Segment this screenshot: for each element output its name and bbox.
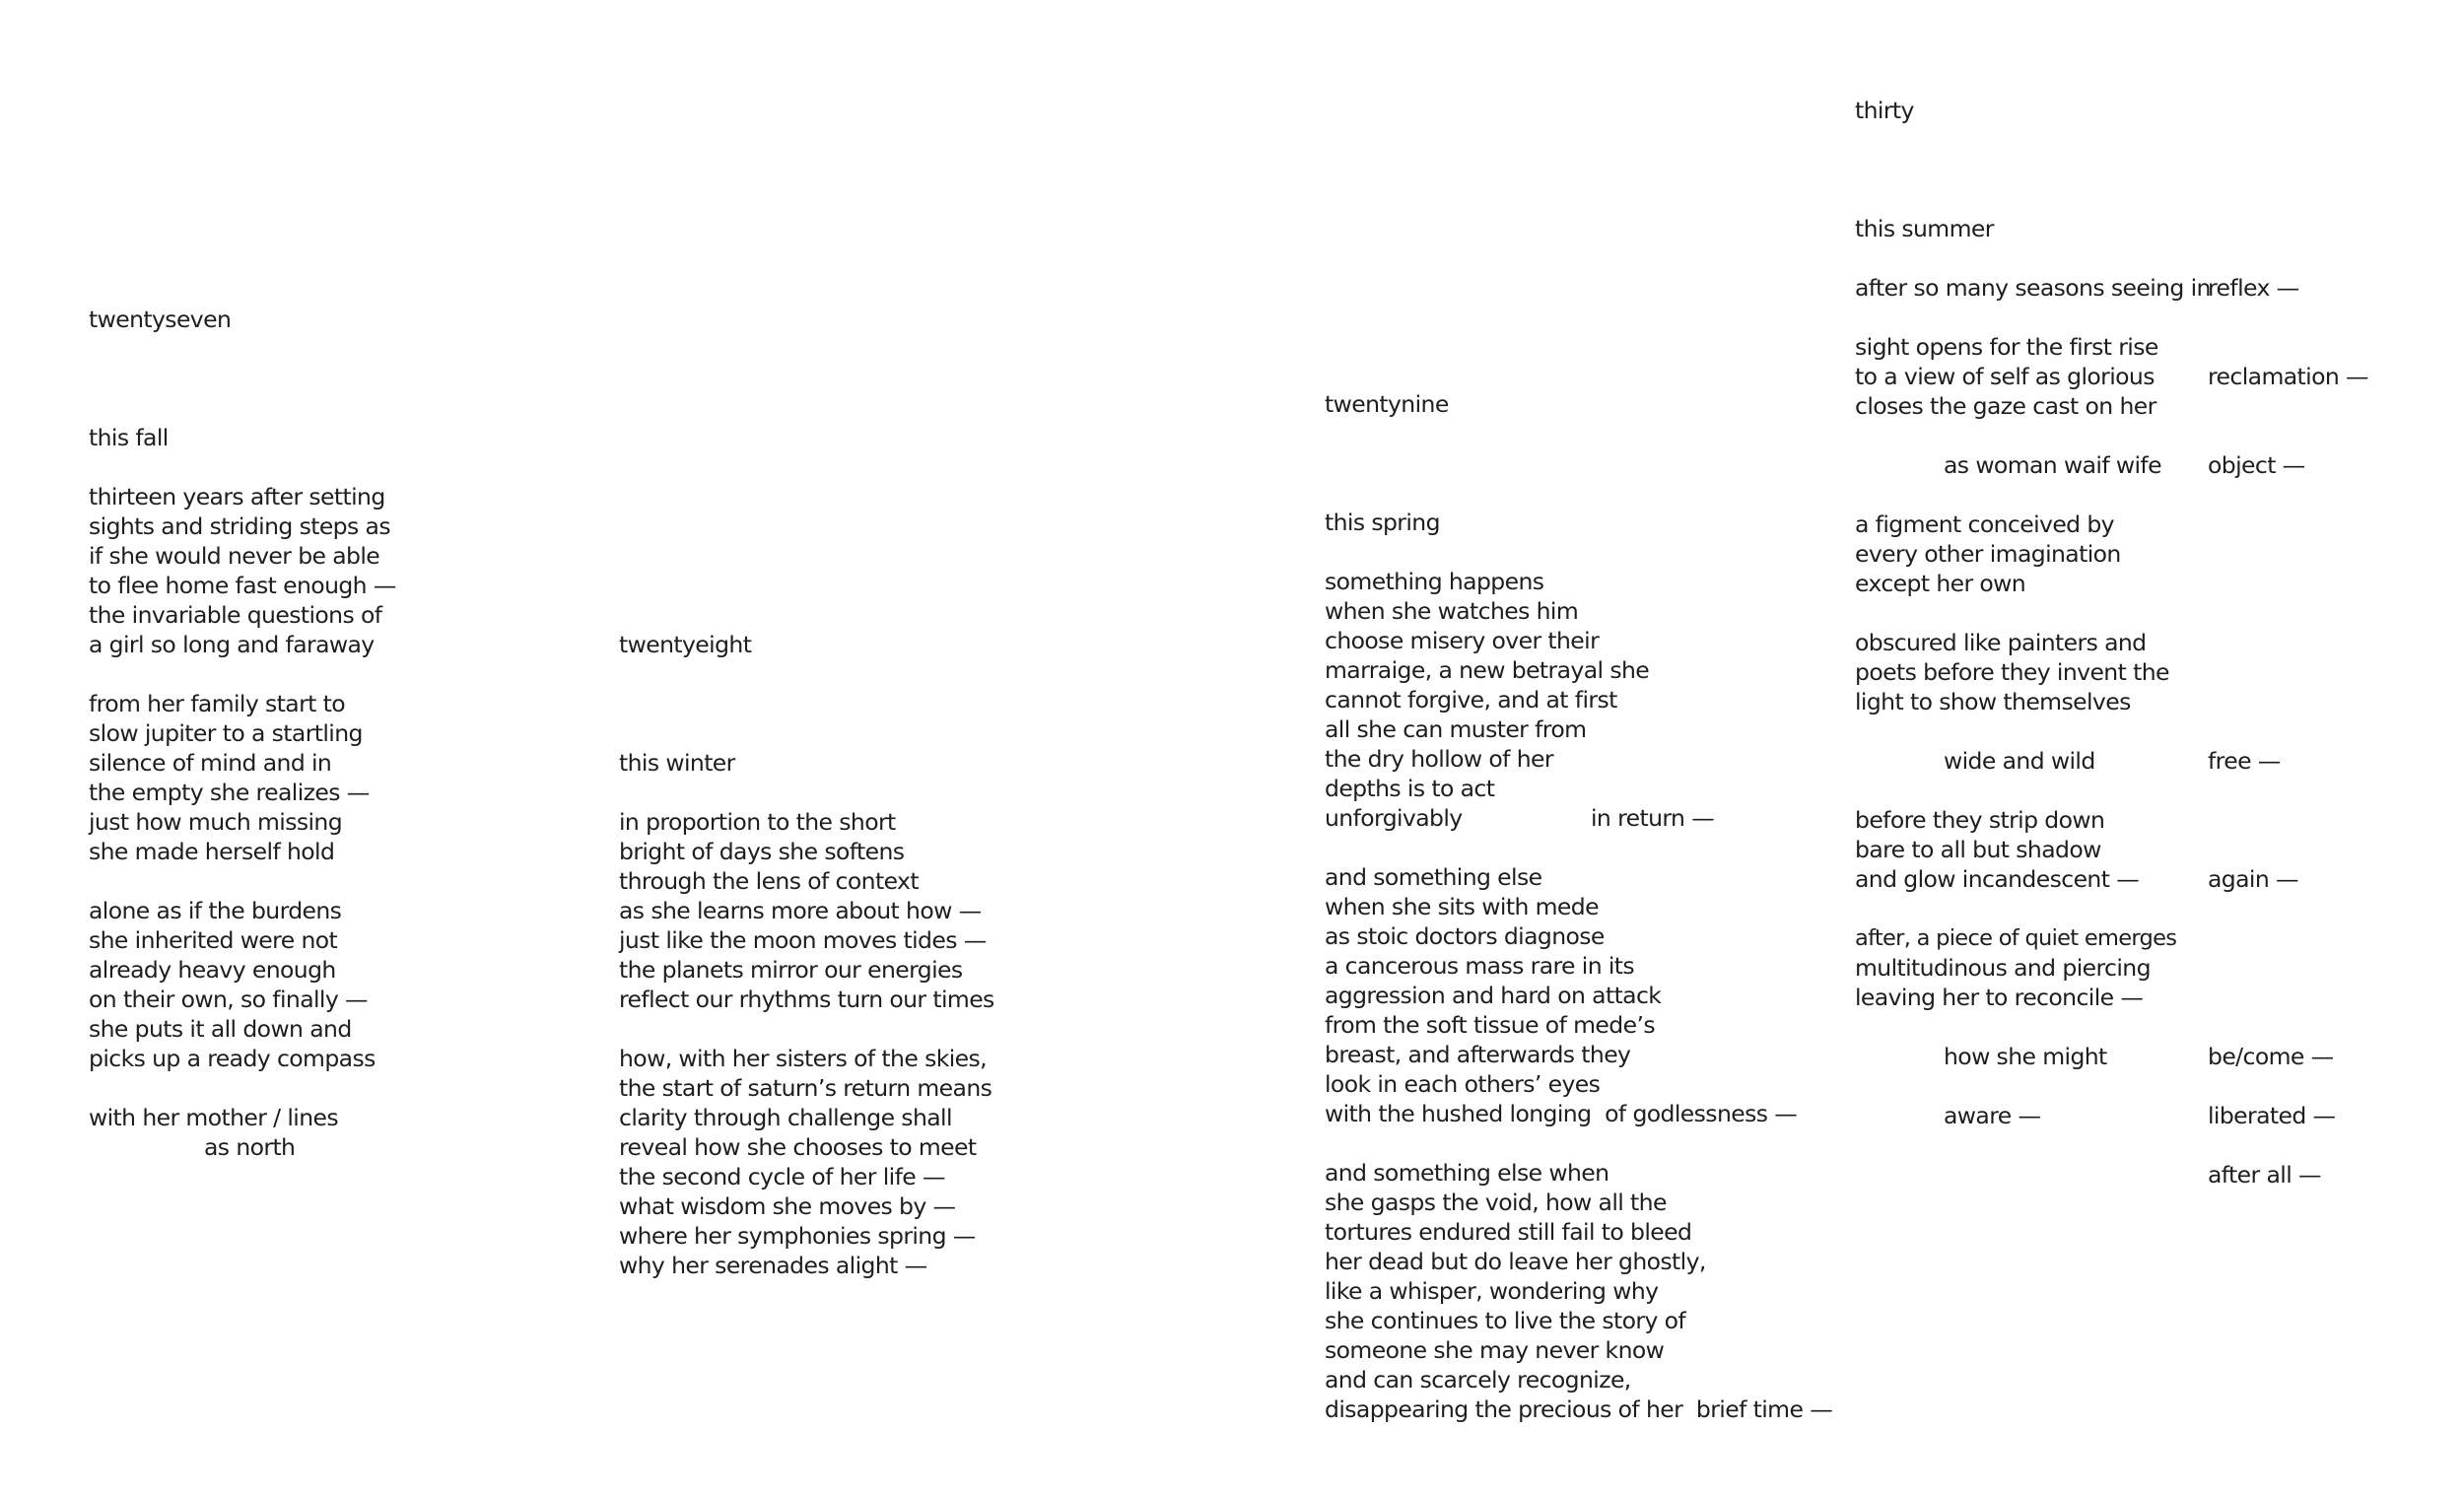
- margin-word: again —: [2208, 865, 2298, 893]
- poem-season: this summer: [1855, 215, 1994, 242]
- poem-line: leaving her to reconcile —: [1855, 984, 2144, 1011]
- poem-line: as north: [204, 1133, 296, 1161]
- poem-line: sights and striding steps as: [89, 512, 390, 540]
- poem-line: and something else: [1325, 863, 1542, 891]
- poem-line: as stoic doctors diagnose: [1325, 922, 1605, 950]
- poem-line: bare to all but shadow: [1855, 836, 2101, 863]
- poem-line: obscured like painters and: [1855, 629, 2147, 656]
- poem-line: tortures endured still fail to bleed: [1325, 1218, 1692, 1246]
- poem-line: she puts it all down and: [89, 1015, 352, 1043]
- poem-line: how, with her sisters of the skies,: [619, 1045, 988, 1072]
- poem-line: the invariable questions of: [89, 601, 382, 629]
- poem-line: her dead but do leave her ghostly,: [1325, 1248, 1706, 1275]
- poem-line: unforgivably: [1325, 804, 1463, 832]
- poem-line: breast, and afterwards they: [1325, 1041, 1631, 1068]
- poem-line: just like the moon moves tides —: [619, 926, 987, 954]
- margin-word: reflex —: [2208, 274, 2299, 302]
- poem-season: this winter: [619, 749, 735, 777]
- poem-line: a cancerous mass rare in its: [1325, 952, 1635, 980]
- poem-line: the planets mirror our energies: [619, 956, 963, 984]
- poem-title: twentynine: [1325, 390, 1449, 418]
- poem-line: depths is to act: [1325, 775, 1495, 802]
- poem-line-indented: how she might: [1944, 1043, 2107, 1070]
- poem-season: this fall: [89, 424, 169, 451]
- poem-line: what wisdom she moves by —: [619, 1192, 956, 1220]
- poem-line: with her mother / lines: [89, 1104, 339, 1131]
- margin-word: reclamation —: [2208, 363, 2368, 390]
- poem-line: aggression and hard on attack: [1325, 982, 1662, 1009]
- poem-line: reflect our rhythms turn our times: [619, 986, 994, 1013]
- poem-line: every other imagination: [1855, 540, 2121, 568]
- poem-line: choose misery over their: [1325, 627, 1600, 654]
- poem-line: in proportion to the short: [619, 808, 896, 836]
- poem-line: sight opens for the first rise: [1855, 333, 2158, 361]
- poem-line: after so many seasons seeing in: [1855, 274, 2211, 302]
- poem-line: from the soft tissue of mede’s: [1325, 1011, 1655, 1039]
- poem-line-indented: wide and wild: [1944, 747, 2095, 775]
- poem-line-indented: aware —: [1944, 1102, 2041, 1129]
- poem-line: she inherited were not: [89, 926, 338, 954]
- poem-line: a figment conceived by: [1855, 510, 2114, 538]
- poem-line: she continues to live the story of: [1325, 1307, 1686, 1334]
- poem-line: multitudinous and piercing: [1855, 954, 2151, 982]
- poem-line: to a view of self as glorious: [1855, 363, 2155, 390]
- poem-season: this spring: [1325, 509, 1440, 536]
- poem-line: the second cycle of her life —: [619, 1163, 945, 1190]
- poem-line: from her family start to: [89, 690, 346, 717]
- poem-line: a girl so long and faraway: [89, 631, 375, 658]
- poem-line: clarity through challenge shall: [619, 1104, 952, 1131]
- poem-line: someone she may never know: [1325, 1336, 1665, 1364]
- poem-line: light to show themselves: [1855, 688, 2131, 715]
- poem-line-offset: in return —: [1591, 804, 1715, 832]
- poem-line: slow jupiter to a startling: [89, 719, 363, 747]
- poem-line: except her own: [1855, 570, 2026, 597]
- poem-line: all she can muster from: [1325, 715, 1587, 743]
- poem-title: twentyeight: [619, 631, 752, 658]
- poem-line: if she would never be able: [89, 542, 380, 570]
- poem-line: where her symphonies spring —: [619, 1222, 976, 1250]
- poem-line: as she learns more about how —: [619, 897, 982, 924]
- poem-line: picks up a ready compass: [89, 1045, 376, 1072]
- poem-line: bright of days she softens: [619, 838, 905, 865]
- poem-line: on their own, so finally —: [89, 986, 368, 1013]
- poem-line: after, a piece of quiet emerges: [1855, 925, 2177, 951]
- poem-line: and can scarcely recognize,: [1325, 1366, 1631, 1394]
- margin-word: after all —: [2208, 1161, 2321, 1189]
- margin-word: free —: [2208, 747, 2281, 775]
- poem-line: something happens: [1325, 568, 1544, 595]
- poem-line: and something else when: [1325, 1159, 1609, 1187]
- poem-line: the empty she realizes —: [89, 779, 370, 806]
- poem-line: cannot forgive, and at first: [1325, 686, 1617, 714]
- poem-line: already heavy enough: [89, 956, 336, 984]
- poem-line: marraige, a new betrayal she: [1325, 656, 1650, 684]
- poem-line: poets before they invent the: [1855, 658, 2169, 686]
- poem-line: the start of saturn’s return means: [619, 1074, 992, 1102]
- poem-line: before they strip down: [1855, 806, 2105, 834]
- poem-line: look in each others’ eyes: [1325, 1070, 1601, 1098]
- poem-line: she made herself hold: [89, 838, 335, 865]
- poem-line: why her serenades alight —: [619, 1252, 927, 1279]
- poem-line: she gasps the void, how all the: [1325, 1189, 1667, 1216]
- poem-line: through the lens of context: [619, 867, 919, 895]
- poem-line: silence of mind and in: [89, 749, 332, 777]
- poem-line: when she watches him: [1325, 597, 1579, 625]
- poem-line: like a whisper, wondering why: [1325, 1277, 1659, 1305]
- poem-line: just how much missing: [89, 808, 343, 836]
- margin-word: liberated —: [2208, 1102, 2336, 1129]
- poem-title: twentyseven: [89, 306, 232, 333]
- margin-word: object —: [2208, 451, 2305, 479]
- poem-line: reveal how she chooses to meet: [619, 1133, 977, 1161]
- poem-line: disappearing the precious of her brief time —: [1325, 1395, 1833, 1423]
- poem-line: the dry hollow of her: [1325, 745, 1553, 773]
- poem-line: closes the gaze cast on her: [1855, 392, 2156, 420]
- poem-line: when she sits with mede: [1325, 893, 1599, 920]
- poem-line-indented: as woman waif wife: [1944, 451, 2161, 479]
- poem-line: thirteen years after setting: [89, 483, 385, 510]
- poem-line: and glow incandescent —: [1855, 865, 2140, 893]
- poem-title: thirty: [1855, 97, 1914, 124]
- poem-line: to flee home fast enough —: [89, 572, 396, 599]
- margin-word: be/come —: [2208, 1043, 2334, 1070]
- poem-line: with the hushed longing of godlessness —: [1325, 1100, 1798, 1127]
- poem-line: alone as if the burdens: [89, 897, 342, 924]
